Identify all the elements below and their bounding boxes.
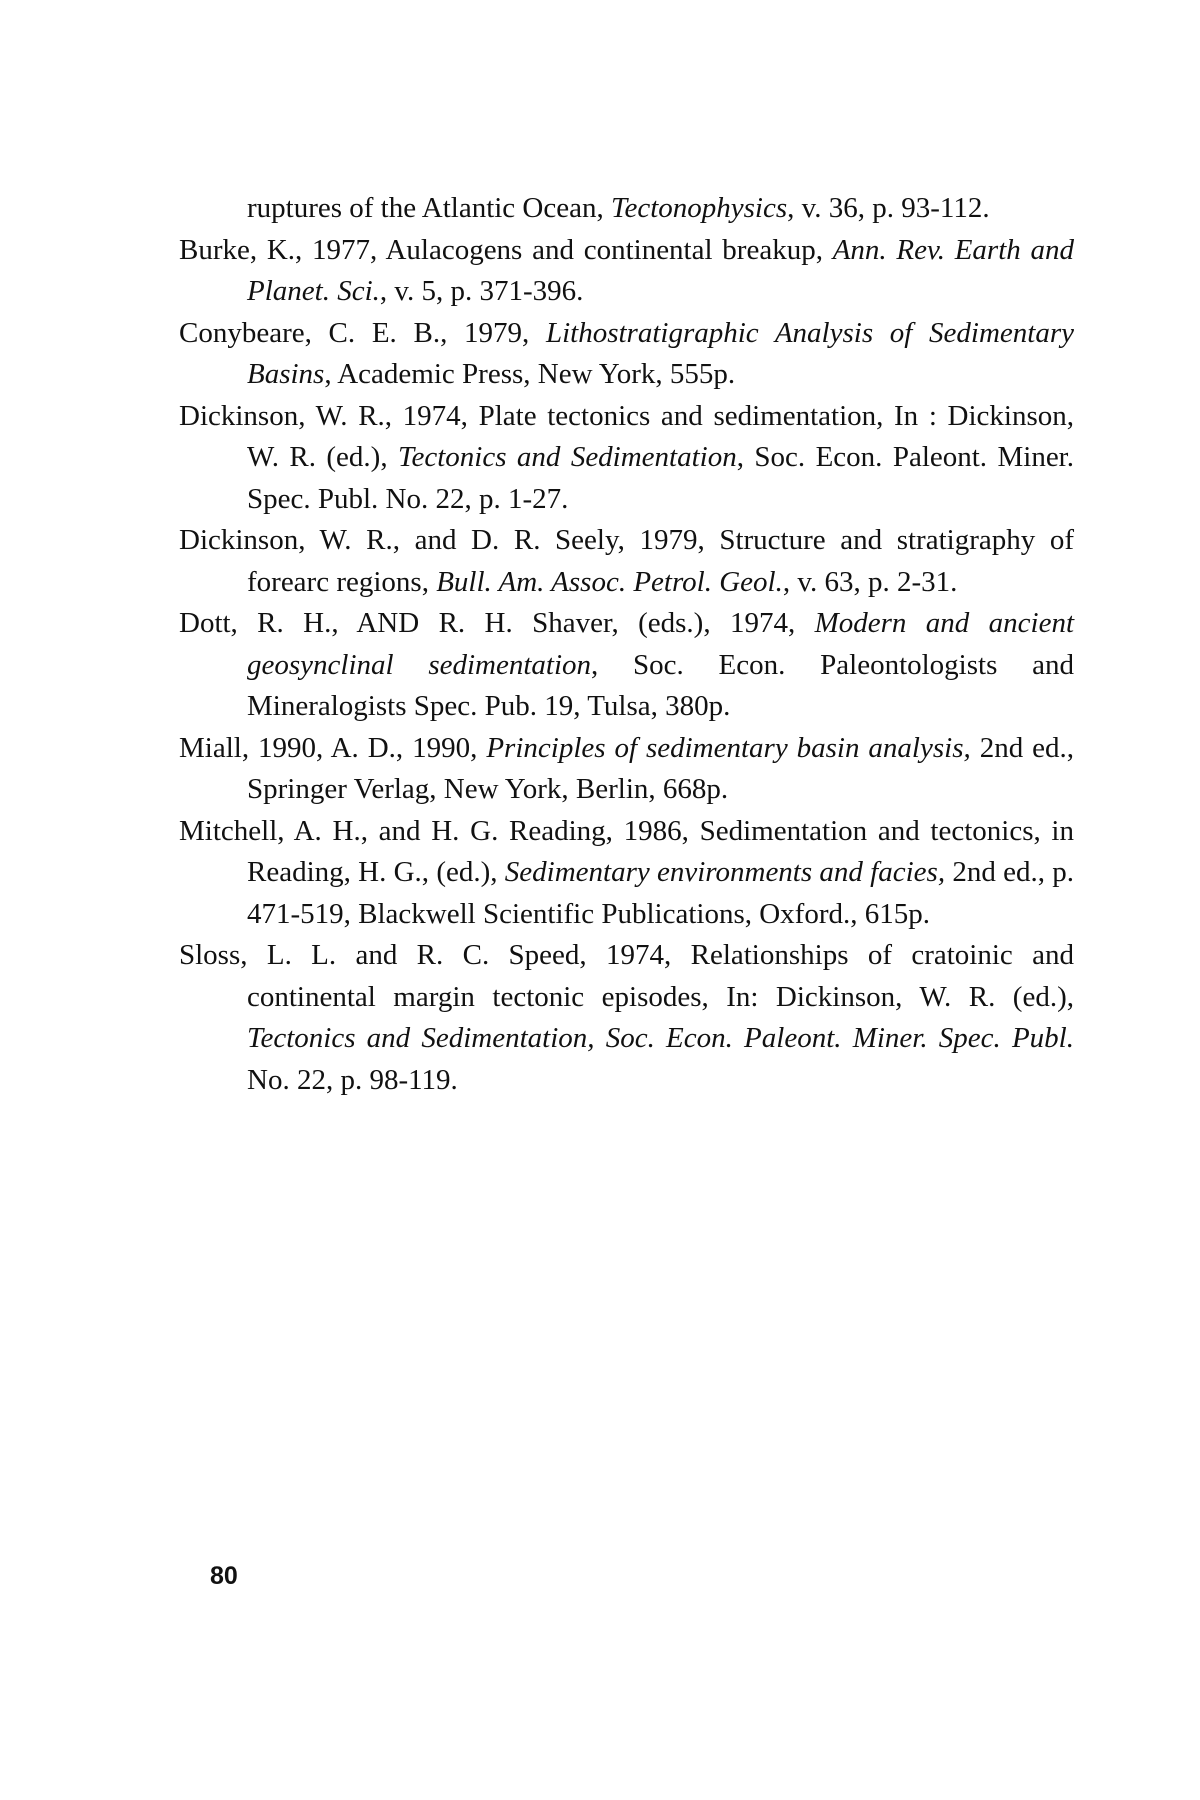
reference-entry: ruptures of the Atlantic Ocean, Tectonophysics, v. 36, p. 93-112.	[247, 192, 990, 224]
page-number: 80	[210, 1562, 238, 1590]
reference-list	[179, 188, 1074, 1101]
reference-entry: Burke, K., 1977, Aulacogens and continental breakup, Ann. Rev. Earth and Planet. Sci., v. 5, p. 371-396.	[179, 233, 1074, 307]
reference-entry: Miall, 1990, A. D., 1990, Principles of sedimentary basin analysis, 2nd ed., Springer Verlag, New York, Berlin, 668p.	[179, 731, 1075, 805]
reference-entry: Conybeare, C. E. B., 1979, Lithostratigraphic Analysis of Sedimentary Basins, Academic Press, New York, 555p.	[179, 316, 1074, 390]
reference-entry: Sloss, L. L. and R. C. Speed, 1974, Relationships of cratoinic and continental margin tectonic episodes, In: Dickinson, W. R. (ed.), Tectonics and Sedimentation, Soc. Econ. Paleont. Miner. Spec. Publ. No. 22, p. 98-119.	[179, 939, 1074, 1096]
reference-entry: Dickinson, W. R., and D. R. Seely, 1979, Structure and stratigraphy of forearc regions, Bull. Am. Assoc. Petrol. Geol., v. 63, p. 2-31.	[179, 524, 1074, 598]
reference-entry: Mitchell, A. H., and H. G. Reading, 1986, Sedimentation and tectonics, in Reading, H. G., (ed.), Sedimentary environments and facies, 2nd ed., p. 471-519, Blackwell Scientific Publications, Oxford., 615p.	[179, 814, 1074, 930]
reference-entry: Dott, R. H., AND R. H. Shaver, (eds.), 1974, Modern and ancient geosynclinal sedimentation, Soc. Econ. Paleontologists and Mineralogists Spec. Pub. 19, Tulsa, 380p.	[179, 607, 1074, 722]
reference-entry: Dickinson, W. R., 1974, Plate tectonics and sedimentation, In : Dickinson, W. R. (ed.), Tectonics and Sedimentation, Soc. Econ. Paleont. Miner. Spec. Publ. No. 22, p. 1-27.	[179, 399, 1074, 515]
